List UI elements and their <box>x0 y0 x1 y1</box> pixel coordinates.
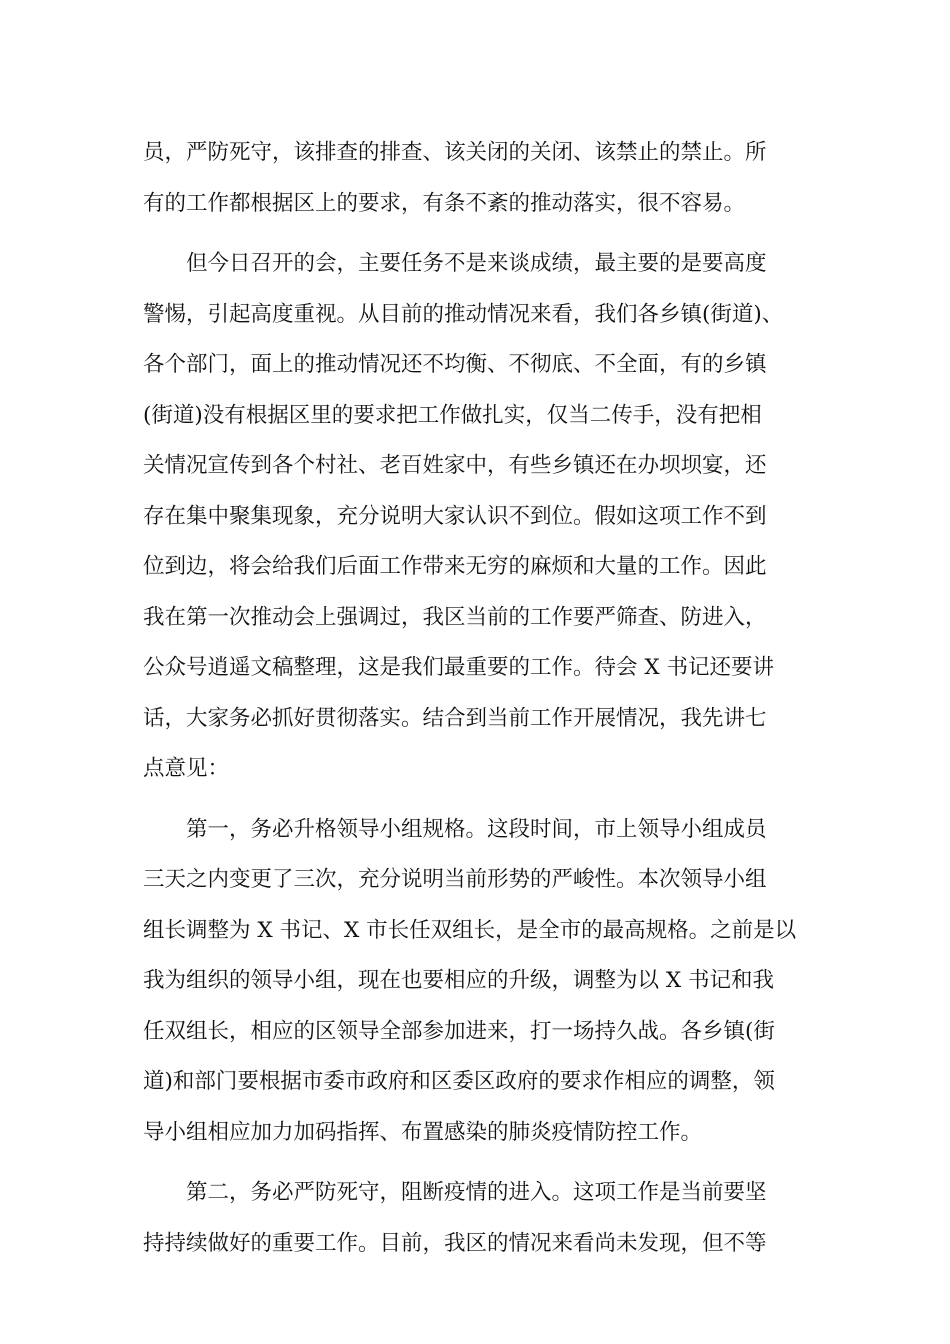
text-line: 警惕，引起高度重视。从目前的推动情况来看，我们各乡镇(街道)、 <box>143 301 784 327</box>
text-line: 位到边，将会给我们后面工作带来无穷的麻烦和大量的工作。因此 <box>143 554 767 579</box>
text-line: 组长调整为 X 书记、X 市长任双组长，是全市的最高规格。之前是以 <box>143 917 797 943</box>
text-line: 我在第一次推动会上强调过，我区当前的工作要严筛查、防进入， <box>143 604 767 630</box>
text-line: 公众号逍遥文稿整理，这是我们最重要的工作。待会 X 书记还要讲 <box>143 655 774 680</box>
text-line: 第二，务必严防死守，阻断疫情的进入。这项工作是当前要坚 <box>143 1180 767 1205</box>
text-line: 员，严防死守，该排查的排查、该关闭的关闭、该禁止的禁止。所 <box>143 140 767 165</box>
text-line: 我为组织的领导小组，现在也要相应的升级，调整为以 X 书记和我 <box>143 968 774 993</box>
text-line: 存在集中聚集现象，充分说明大家认识不到位。假如这项工作不到 <box>143 503 767 529</box>
text-line: (街道)没有根据区里的要求把工作做扎实，仅当二传手，没有把相 <box>143 402 762 428</box>
paragraph <box>143 128 833 229</box>
text-line: 三天之内变更了三次，充分说明当前形势的严峻性。本次领导小组 <box>143 867 767 892</box>
paragraph <box>143 805 833 1159</box>
paragraph <box>143 239 833 795</box>
document-body <box>143 128 833 1269</box>
text-line: 关情况宣传到各个村社、老百姓家中，有些乡镇还在办坝坝宴，还 <box>143 453 767 478</box>
text-line: 有的工作都根据区上的要求，有条不紊的推动落实，很不容易。 <box>143 190 746 216</box>
text-line: 导小组相应加力加码指挥、布置感染的肺炎疫情防控工作。 <box>143 1119 703 1145</box>
text-line: 任双组长，相应的区领导全部参加进来，打一场持久战。各乡镇(街 <box>143 1018 775 1044</box>
text-line: 点意见： <box>143 756 230 781</box>
text-line: 道)和部门要根据市委市政府和区委区政府的要求作相应的调整，领 <box>143 1069 775 1094</box>
text-line: 第一，务必升格领导小组规格。这段时间，市上领导小组成员 <box>143 816 767 842</box>
text-line: 但今日召开的会，主要任务不是来谈成绩，最主要的是要高度 <box>143 251 767 276</box>
text-line: 各个部门，面上的推动情况还不均衡、不彻底、不全面，有的乡镇 <box>143 352 767 377</box>
text-line: 话，大家务必抓好贯彻落实。结合到当前工作开展情况，我先讲七 <box>143 705 767 731</box>
paragraph <box>143 1168 833 1269</box>
text-line: 持持续做好的重要工作。目前，我区的情况来看尚未发现，但不等 <box>143 1230 767 1256</box>
